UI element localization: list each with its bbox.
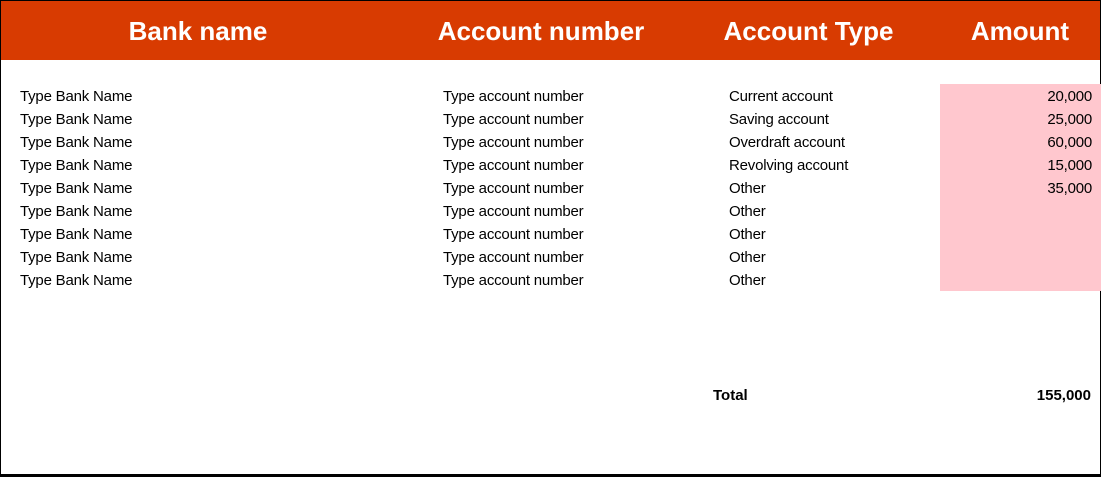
- account-type-cell[interactable]: Other: [729, 249, 766, 266]
- account-number-cell[interactable]: Type account number: [443, 88, 584, 105]
- account-type-cell[interactable]: Other: [729, 272, 766, 289]
- table-row: [1, 131, 1100, 154]
- bank-name-cell[interactable]: Type Bank Name: [20, 272, 133, 289]
- account-type-cell[interactable]: Other: [729, 203, 766, 220]
- account-number-cell[interactable]: Type account number: [443, 134, 584, 151]
- amount-cell[interactable]: 60,000: [1047, 134, 1092, 151]
- table-row: [1, 269, 1100, 292]
- bank-name-cell[interactable]: Type Bank Name: [20, 157, 133, 174]
- account-number-cell[interactable]: Type account number: [443, 180, 584, 197]
- account-type-cell[interactable]: Other: [729, 226, 766, 243]
- account-type-cell[interactable]: Overdraft account: [729, 134, 845, 151]
- total-label: Total: [713, 387, 748, 404]
- account-number-cell[interactable]: Type account number: [443, 249, 584, 266]
- amount-cell[interactable]: 20,000: [1047, 88, 1092, 105]
- bank-name-cell[interactable]: Type Bank Name: [20, 111, 133, 128]
- account-number-cell[interactable]: Type account number: [443, 203, 584, 220]
- bank-name-cell[interactable]: Type Bank Name: [20, 203, 133, 220]
- header-amount[interactable]: Amount: [970, 16, 1070, 46]
- account-rows: [1, 85, 1100, 292]
- table-row: [1, 108, 1100, 131]
- account-number-cell[interactable]: Type account number: [443, 226, 584, 243]
- account-number-cell[interactable]: Type account number: [443, 157, 584, 174]
- bank-name-cell[interactable]: Type Bank Name: [20, 249, 133, 266]
- bank-name-cell[interactable]: Type Bank Name: [20, 226, 133, 243]
- table-row: [1, 200, 1100, 223]
- bank-name-cell[interactable]: Type Bank Name: [20, 134, 133, 151]
- account-type-cell[interactable]: Saving account: [729, 111, 829, 128]
- account-number-cell[interactable]: Type account number: [443, 111, 584, 128]
- amount-cell[interactable]: 15,000: [1047, 157, 1092, 174]
- table-header: [1, 0, 1100, 60]
- bank-name-cell[interactable]: Type Bank Name: [20, 88, 133, 105]
- table-row: [1, 85, 1100, 108]
- table-row: [1, 223, 1100, 246]
- amount-cell[interactable]: 25,000: [1047, 111, 1092, 128]
- account-type-cell[interactable]: Revolving account: [729, 157, 849, 174]
- account-type-cell[interactable]: Current account: [729, 88, 833, 105]
- table-row: [1, 246, 1100, 269]
- account-number-cell[interactable]: Type account number: [443, 272, 584, 289]
- table-row: [1, 177, 1100, 200]
- header-account-number[interactable]: Account number: [437, 16, 645, 46]
- total-value[interactable]: 155,000: [1036, 387, 1091, 404]
- header-account-type[interactable]: Account Type: [723, 16, 894, 46]
- bank-name-cell[interactable]: Type Bank Name: [20, 180, 133, 197]
- table-row: [1, 154, 1100, 177]
- account-type-cell[interactable]: Other: [729, 180, 766, 197]
- header-bank-name[interactable]: Bank name: [128, 16, 268, 46]
- amount-cell[interactable]: 35,000: [1047, 180, 1092, 197]
